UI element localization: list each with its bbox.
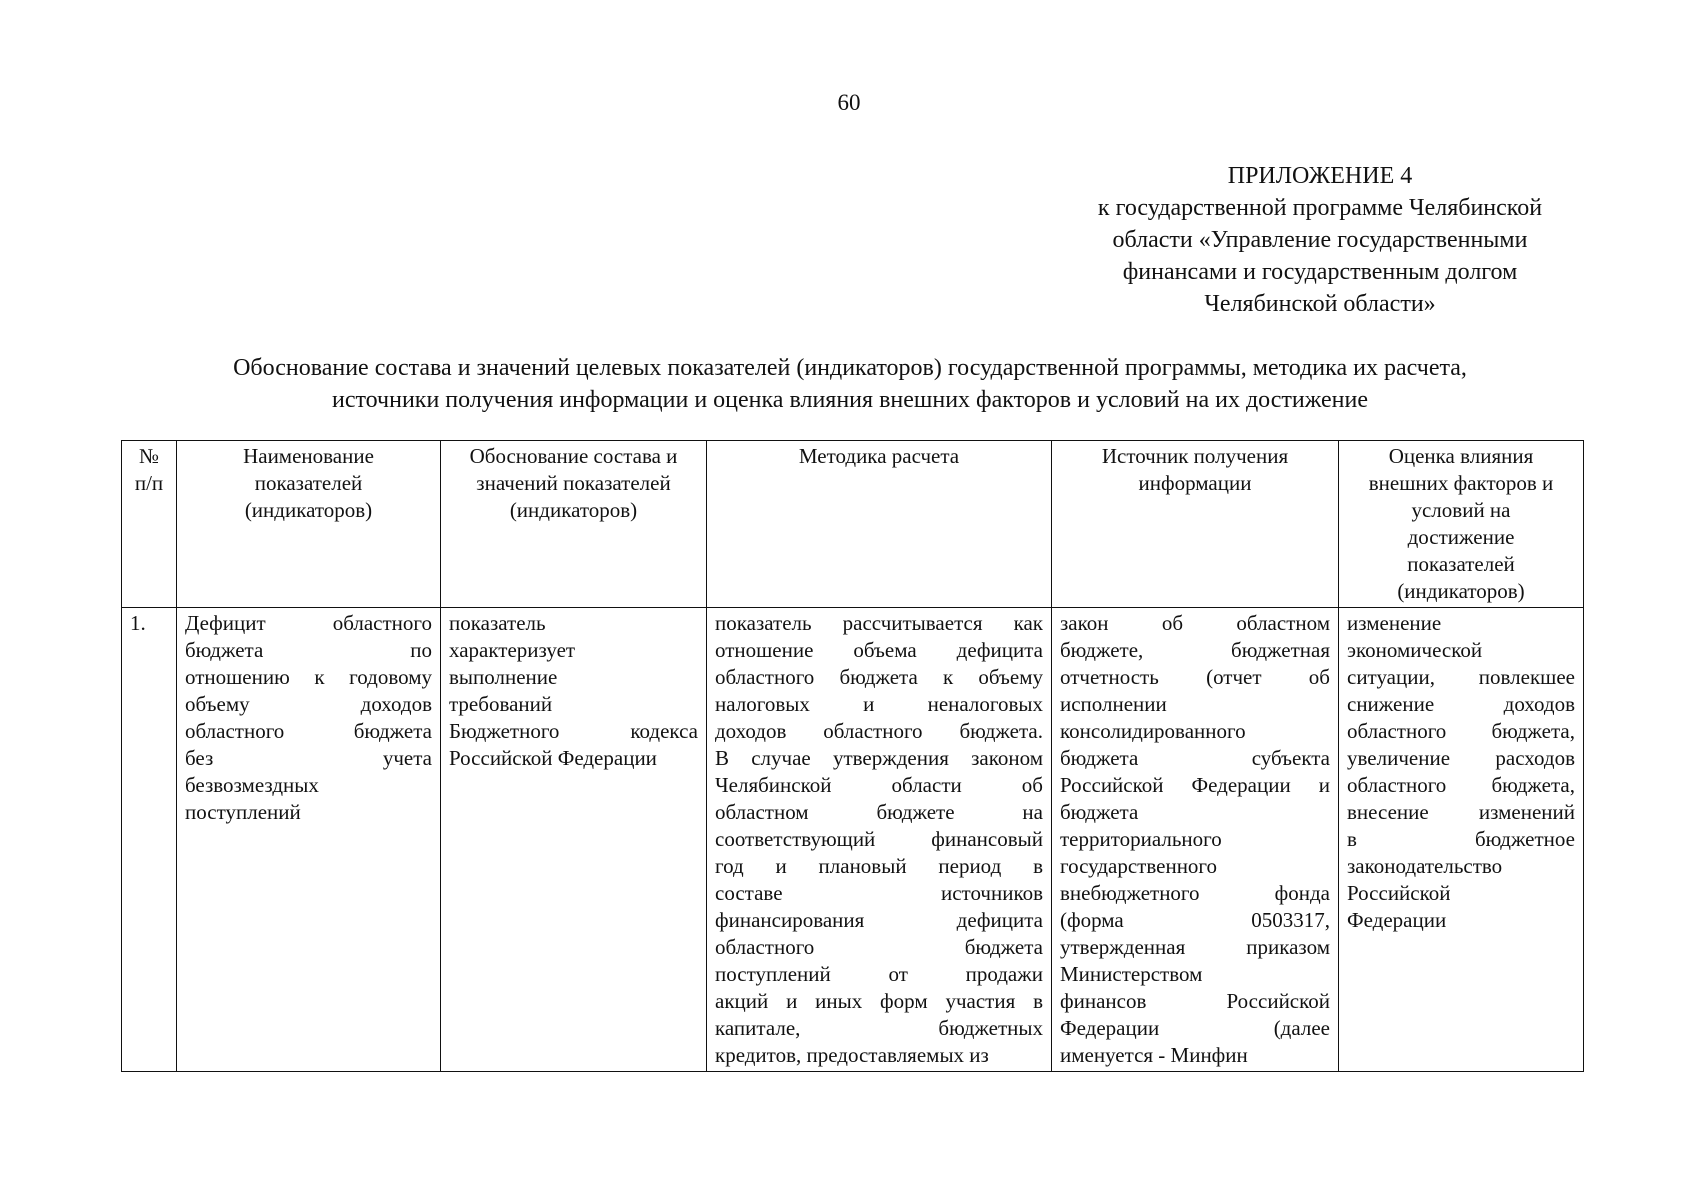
header-num xyxy=(122,441,177,608)
header-line: показателей xyxy=(1407,552,1515,576)
cell-line: областного бюджета, xyxy=(1347,719,1575,743)
cell-line: кредитов, предоставляемых из xyxy=(715,1043,989,1067)
cell-line: акций и иных форм участия в xyxy=(715,989,1043,1013)
cell-line: Федерации (далее xyxy=(1060,1016,1330,1040)
appendix-caption xyxy=(1040,160,1600,320)
appendix-line: финансами и государственным долгом xyxy=(1122,259,1518,285)
cell-line: Российской xyxy=(1347,881,1451,905)
cell-line: поступлений от продажи xyxy=(715,962,1043,986)
cell-line: областного бюджета к объему xyxy=(715,665,1043,689)
header-justification xyxy=(441,441,707,608)
appendix-line: Челябинской области» xyxy=(1204,291,1436,317)
header-line: показателей xyxy=(254,471,363,495)
cell-line: бюджета субъекта xyxy=(1060,746,1330,770)
cell-method xyxy=(707,608,1052,1072)
cell-line: В случае утверждения законом xyxy=(715,746,1043,770)
cell-line: требований xyxy=(449,692,553,716)
header-line: п/п xyxy=(134,471,164,495)
table-header-row xyxy=(122,441,1584,608)
cell-line: внесение изменений xyxy=(1347,800,1575,824)
row-number: 1. xyxy=(122,608,177,1072)
cell-line: доходов областного бюджета. xyxy=(715,719,1043,743)
cell-line: без учета xyxy=(185,746,432,770)
cell-line: областном бюджете на xyxy=(715,800,1043,824)
indicators-table xyxy=(121,440,1584,1072)
cell-line: налоговых и неналоговых xyxy=(715,692,1043,716)
cell-line: Челябинской области об xyxy=(715,773,1043,797)
table-row xyxy=(122,608,1584,1072)
cell-line: Российской Федерации xyxy=(449,746,657,770)
cell-line: Бюджетного кодекса xyxy=(449,719,698,743)
cell-line: внебюджетного фонда xyxy=(1060,881,1330,905)
header-line: (индикаторов) xyxy=(509,498,638,522)
cell-line: исполнении xyxy=(1060,692,1167,716)
cell-line: экономической xyxy=(1347,638,1483,662)
appendix-line: области «Управление государственными xyxy=(1112,227,1528,253)
header-line: (индикаторов) xyxy=(244,498,373,522)
cell-line: (форма 0503317, xyxy=(1060,908,1330,932)
header-line: Наименование xyxy=(243,444,374,468)
cell-line: территориального xyxy=(1060,827,1222,851)
appendix-line: к государственной программе Челябинской xyxy=(1097,195,1543,221)
cell-source xyxy=(1052,608,1339,1072)
cell-line: капитале, бюджетных xyxy=(715,1016,1043,1040)
heading-line: Обоснование состава и значений целевых показателей (индикаторов) государственной программы, методика их расчета, xyxy=(233,355,1467,381)
cell-line: объему доходов xyxy=(185,692,432,716)
cell-line: увеличение расходов xyxy=(1347,746,1575,770)
cell-line: составе источников xyxy=(715,881,1043,905)
cell-line: законодательство xyxy=(1347,854,1503,878)
header-line: Обоснование состава и xyxy=(469,444,678,468)
cell-line: безвозмездных xyxy=(185,773,319,797)
cell-line: именуется - Минфин xyxy=(1060,1043,1248,1067)
cell-line: областного бюджета, xyxy=(1347,773,1575,797)
appendix-title: ПРИЛОЖЕНИЕ 4 xyxy=(1227,163,1413,189)
cell-line: показатель рассчитывается как xyxy=(715,611,1043,635)
page-number: 60 xyxy=(837,90,861,115)
header-name xyxy=(177,441,441,608)
cell-line: бюджета по xyxy=(185,638,432,662)
header-source xyxy=(1052,441,1339,608)
header-line: достижение xyxy=(1407,525,1515,549)
header-line: Методика расчета xyxy=(798,444,960,468)
cell-line: год и плановый период в xyxy=(715,854,1043,878)
header-line: Источник получения xyxy=(1101,444,1289,468)
cell-line: характеризует xyxy=(449,638,576,662)
cell-line: выполнение xyxy=(449,665,558,689)
cell-line: областного бюджета xyxy=(185,719,432,743)
heading-line: источники получения информации и оценка влияния внешних факторов и условий на их достижение xyxy=(331,387,1368,413)
cell-line: ситуации, повлекшее xyxy=(1347,665,1575,689)
cell-line: в бюджетное xyxy=(1347,827,1575,851)
header-line: условий на xyxy=(1411,498,1511,522)
header-line: Оценка влияния xyxy=(1388,444,1534,468)
header-line: информации xyxy=(1138,471,1252,495)
cell-line: бюджете, бюджетная xyxy=(1060,638,1330,662)
header-line: внешних факторов и xyxy=(1368,471,1554,495)
cell-line: изменение xyxy=(1347,611,1442,635)
document-heading xyxy=(100,352,1600,416)
cell-line: бюджета xyxy=(1060,800,1139,824)
header-method xyxy=(707,441,1052,608)
header-line: (индикаторов) xyxy=(1397,579,1525,603)
cell-justification xyxy=(441,608,707,1072)
cell-line: соответствующий финансовый xyxy=(715,827,1043,851)
cell-assessment xyxy=(1339,608,1584,1072)
cell-line: отчетность (отчет об xyxy=(1060,665,1330,689)
cell-line: Федерации xyxy=(1347,908,1447,932)
cell-line: Министерством xyxy=(1060,962,1203,986)
cell-line: областного бюджета xyxy=(715,935,1043,959)
cell-indicator-name xyxy=(177,608,441,1072)
cell-line: закон об областном xyxy=(1060,611,1330,635)
cell-line: снижение доходов xyxy=(1347,692,1575,716)
cell-line: финансов Российской xyxy=(1060,989,1330,1013)
header-line: № xyxy=(138,444,160,468)
header-line: значений показателей xyxy=(476,471,671,495)
cell-line: отношение объема дефицита xyxy=(715,638,1043,662)
cell-line: финансирования дефицита xyxy=(715,908,1043,932)
cell-line: отношению к годовому xyxy=(185,665,432,689)
cell-line: Дефицит областного xyxy=(185,611,432,635)
cell-line: утвержденная приказом xyxy=(1060,935,1330,959)
cell-line: поступлений xyxy=(185,800,301,824)
cell-line: Российской Федерации и xyxy=(1060,773,1330,797)
cell-line: консолидированного xyxy=(1060,719,1246,743)
header-assessment xyxy=(1339,441,1584,608)
cell-line: государственного xyxy=(1060,854,1218,878)
cell-line: показатель xyxy=(449,611,546,635)
